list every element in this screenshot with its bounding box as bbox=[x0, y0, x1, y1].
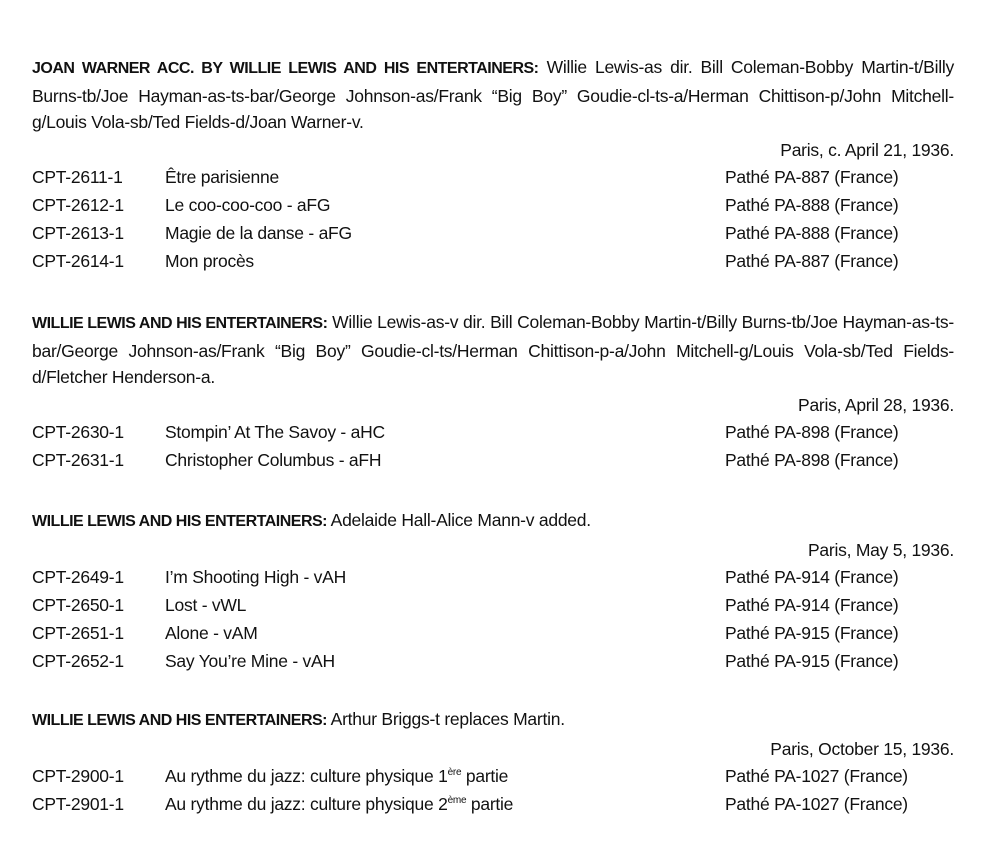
place-date: Paris, October 15, 1936. bbox=[770, 738, 954, 759]
track-title: Stompin’ At The Savoy - aHC bbox=[165, 421, 385, 442]
record-label: Pathé PA-898 (France) bbox=[725, 421, 899, 442]
ordinal-superscript: ère bbox=[447, 766, 462, 778]
matrix-number: CPT-2631-1 bbox=[32, 449, 124, 470]
track-title: Être parisienne bbox=[165, 166, 279, 187]
track-row bbox=[32, 647, 954, 675]
matrix-number: CPT-2901-1 bbox=[32, 793, 124, 814]
track-title-end: partie bbox=[461, 765, 509, 786]
track-title bbox=[165, 790, 513, 818]
matrix-number: CPT-2611-1 bbox=[32, 166, 123, 187]
session-may-5 bbox=[32, 507, 954, 676]
track-row bbox=[32, 591, 954, 619]
session-april-28 bbox=[32, 309, 954, 474]
track-title bbox=[165, 762, 508, 790]
record-label: Pathé PA-888 (France) bbox=[725, 223, 899, 244]
matrix-number: CPT-2651-1 bbox=[32, 623, 124, 644]
track-row bbox=[32, 163, 954, 191]
track-title-end: partie bbox=[466, 793, 514, 814]
matrix-number: CPT-2630-1 bbox=[32, 421, 124, 442]
track-row bbox=[32, 619, 954, 647]
session-october-15 bbox=[32, 706, 954, 818]
matrix-number: CPT-2649-1 bbox=[32, 566, 124, 587]
matrix-number: CPT-2613-1 bbox=[32, 223, 124, 244]
place-date: Paris, c. April 21, 1936. bbox=[780, 139, 954, 160]
record-label: Pathé PA-887 (France) bbox=[725, 251, 899, 272]
track-title: Alone - vAM bbox=[165, 623, 258, 644]
band-name: JOAN WARNER ACC. BY WILLIE LEWIS AND HIS ENTERTAINERS: bbox=[32, 60, 539, 77]
track-row bbox=[32, 247, 954, 275]
track-title: Lost - vWL bbox=[165, 594, 247, 615]
track-row bbox=[32, 762, 954, 790]
session-header bbox=[32, 507, 954, 536]
track-title: I’m Shooting High - vAH bbox=[165, 566, 346, 587]
matrix-number: CPT-2650-1 bbox=[32, 594, 124, 615]
personnel: Adelaide Hall-Alice Mann-v added. bbox=[330, 510, 591, 530]
record-label: Pathé PA-888 (France) bbox=[725, 194, 899, 215]
personnel: Arthur Briggs-t replaces Martin. bbox=[330, 709, 565, 729]
record-label: Pathé PA-914 (France) bbox=[725, 594, 899, 615]
session-header bbox=[32, 309, 954, 391]
track-title: Le coo-coo-coo - aFG bbox=[165, 194, 331, 215]
record-label: Pathé PA-914 (France) bbox=[725, 566, 899, 587]
track-row bbox=[32, 446, 954, 474]
matrix-number: CPT-2614-1 bbox=[32, 251, 124, 272]
track-row bbox=[32, 563, 954, 591]
band-name: WILLIE LEWIS AND HIS ENTERTAINERS: bbox=[32, 315, 328, 332]
record-label: Pathé PA-1027 (France) bbox=[725, 765, 908, 786]
place-date: Paris, May 5, 1936. bbox=[807, 539, 954, 560]
record-label: Pathé PA-915 (France) bbox=[725, 623, 899, 644]
track-row bbox=[32, 219, 954, 247]
personnel: Willie Lewis-as dir. Bill Coleman-Bobby Martin-t/Billy Burns-tb/Joe Hayman-as-ts-bar/George Johnson-as/Frank “Big Boy” Goudie-cl-ts-a/Herman Chittison-p/John Mitchell-g/Louis Vola-sb/Ted Fields-d/Joan Warner-v. bbox=[32, 57, 954, 132]
matrix-number: CPT-2612-1 bbox=[32, 194, 124, 215]
track-row bbox=[32, 418, 954, 446]
band-name: WILLIE LEWIS AND HIS ENTERTAINERS: bbox=[32, 712, 327, 729]
track-title: Mon procès bbox=[165, 251, 254, 272]
record-label: Pathé PA-898 (France) bbox=[725, 449, 899, 470]
matrix-number: CPT-2900-1 bbox=[32, 765, 124, 786]
personnel: Willie Lewis-as-v dir. Bill Coleman-Bobby Martin-t/Billy Burns-tb/Joe Hayman-as-ts-bar/George Johnson-as/Frank “Big Boy” Goudie-cl-ts/Herman Chittison-p-a/John Mitchell-g/Louis Vola-sb/Ted Fields-d/Fletcher Henderson-a. bbox=[32, 312, 954, 387]
track-title-main: Au rythme du jazz: culture physique 1 bbox=[165, 765, 448, 786]
ordinal-superscript: ème bbox=[447, 794, 467, 806]
record-label: Pathé PA-1027 (France) bbox=[725, 793, 908, 814]
session-header bbox=[32, 54, 954, 136]
band-name: WILLIE LEWIS AND HIS ENTERTAINERS: bbox=[32, 513, 327, 530]
track-title: Christopher Columbus - aFH bbox=[165, 449, 382, 470]
track-row bbox=[32, 191, 954, 219]
track-title-main: Au rythme du jazz: culture physique 2 bbox=[165, 793, 448, 814]
place-date: Paris, April 28, 1936. bbox=[798, 394, 954, 415]
session-header bbox=[32, 706, 954, 735]
track-title: Magie de la danse - aFG bbox=[165, 223, 352, 244]
track-title: Say You’re Mine - vAH bbox=[165, 651, 335, 672]
record-label: Pathé PA-915 (France) bbox=[725, 651, 899, 672]
track-row bbox=[32, 790, 954, 818]
session-joan-warner bbox=[32, 54, 954, 276]
record-label: Pathé PA-887 (France) bbox=[725, 166, 899, 187]
matrix-number: CPT-2652-1 bbox=[32, 651, 124, 672]
